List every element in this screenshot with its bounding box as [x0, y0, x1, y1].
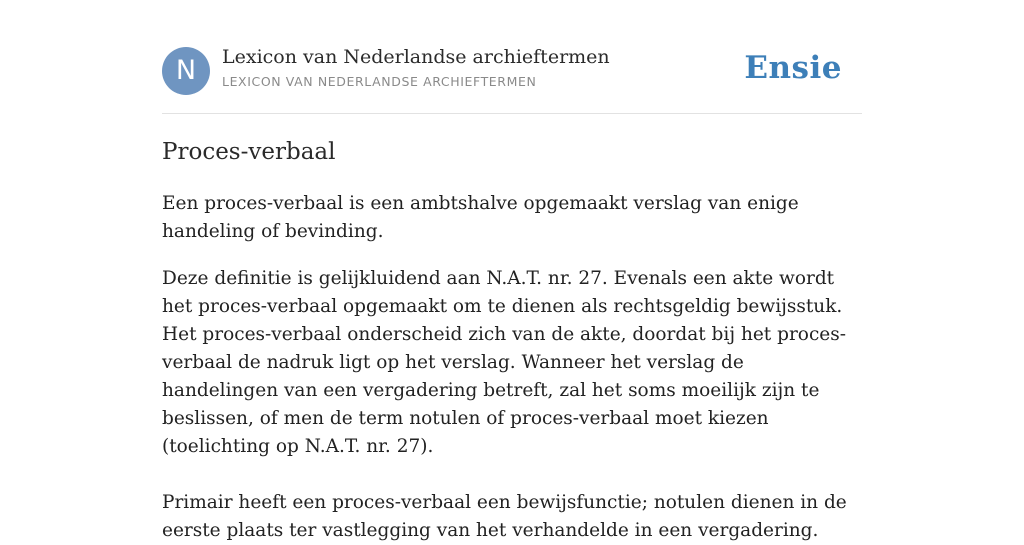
source-title-link[interactable]: Lexicon van Nederlandse archieftermen	[222, 46, 610, 68]
ensie-logo[interactable]: Ensie	[744, 50, 842, 86]
header-divider	[162, 113, 862, 114]
definition-paragraph: Een proces-verbaal is een ambtshalve opgemaakt verslag van enige handeling of bevinding.	[162, 193, 799, 242]
explanation-paragraph: Deze definitie is gelijkluidend aan N.A.T. nr. 27. Evenals een akte wordt het proces-verbaal opgemaakt om te dienen als rechtsgeldig bewijsstuk. Het proces-verbaal onderscheid zich van de akte, doordat bij het proces-verbaal de nadruk ligt op het verslag. Wanneer het verslag de handelingen van een vergadering betreft, zal het soms moeilijk zijn te beslissen, of men de term notulen of proces-verbaal moet kiezen (toelichting op N.A.T. nr. 27).	[162, 268, 846, 457]
article	[162, 136, 862, 545]
source-header	[162, 46, 862, 96]
source-avatar[interactable]: N	[162, 47, 210, 95]
source-subtitle: LEXICON VAN NEDERLANDSE ARCHIEFTERMEN	[222, 74, 537, 89]
term-title: Proces-verbaal	[162, 139, 336, 165]
function-paragraph: Primair heeft een proces-verbaal een bewijsfunctie; notulen dienen in de eerste plaats ter vastlegging van het verhandelde in een vergadering.	[162, 492, 847, 541]
